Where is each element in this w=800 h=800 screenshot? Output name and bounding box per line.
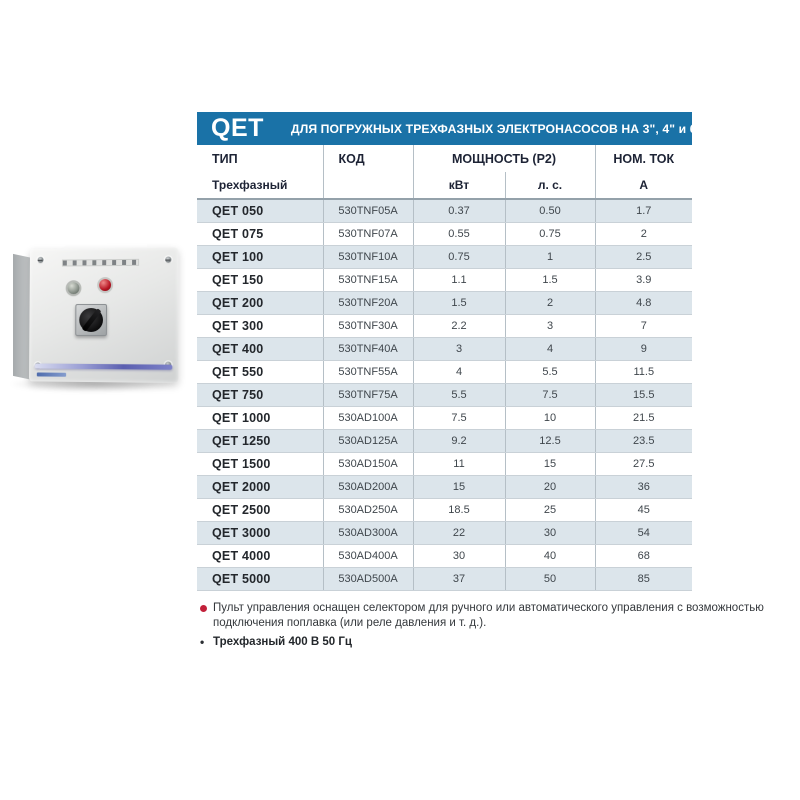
cell-power-hp: 20: [505, 475, 595, 498]
panel-front-face: [29, 247, 178, 383]
table-row: [197, 199, 692, 222]
rotary-selector-knob: [79, 308, 103, 332]
cell-current-a: 9: [595, 337, 692, 360]
cell-power-kw: 30: [413, 544, 505, 567]
cell-power-kw: 5.5: [413, 383, 505, 406]
cell-power-kw: 2.2: [413, 314, 505, 337]
cell-power-hp: 12.5: [505, 429, 595, 452]
cell-code: 530TNF20A: [323, 291, 413, 314]
cell-current-a: 45: [595, 498, 692, 521]
spec-table-head: [197, 145, 692, 199]
cell-current-a: 11.5: [595, 360, 692, 383]
cell-code: 530AD400A: [323, 544, 413, 567]
cell-power-kw: 15: [413, 475, 505, 498]
cell-code: 530AD250A: [323, 498, 413, 521]
col-header-amp: А: [595, 172, 692, 199]
cell-code: 530TNF10A: [323, 245, 413, 268]
cell-power-hp: 30: [505, 521, 595, 544]
cell-current-a: 1.7: [595, 199, 692, 222]
screw-icon: [165, 257, 171, 263]
table-row: [197, 383, 692, 406]
red-bullet-icon: [200, 605, 207, 612]
table-row: [197, 429, 692, 452]
col-header-power: МОЩНОСТЬ (P2): [413, 145, 595, 172]
cell-power-kw: 1.1: [413, 268, 505, 291]
cell-type: QET 750: [197, 383, 323, 406]
cell-type: QET 1500: [197, 452, 323, 475]
screw-icon: [37, 257, 43, 263]
cell-type: QET 3000: [197, 521, 323, 544]
cell-power-kw: 18.5: [413, 498, 505, 521]
table-row: [197, 567, 692, 590]
cell-power-kw: 4: [413, 360, 505, 383]
cell-type: QET 075: [197, 222, 323, 245]
brand-logo: [36, 372, 65, 376]
cell-current-a: 21.5: [595, 406, 692, 429]
table-row: [197, 314, 692, 337]
cell-type: QET 4000: [197, 544, 323, 567]
cell-code: 530AD500A: [323, 567, 413, 590]
cell-power-kw: 22: [413, 521, 505, 544]
cell-power-hp: 2: [505, 291, 595, 314]
cell-power-kw: 1.5: [413, 291, 505, 314]
table-row: [197, 222, 692, 245]
cell-code: 530TNF75A: [323, 383, 413, 406]
table-row: [197, 291, 692, 314]
cell-power-kw: 0.55: [413, 222, 505, 245]
col-header-type: ТИП: [197, 145, 323, 172]
footnote-selector: [200, 601, 775, 631]
spec-table: [197, 145, 692, 591]
col-header-kw: кВт: [413, 172, 505, 199]
table-row: [197, 406, 692, 429]
cell-code: 530AD150A: [323, 452, 413, 475]
series-subtitle: ДЛЯ ПОГРУЖНЫХ ТРЕХФАЗНЫХ ЭЛЕКТРОНАСОСОВ НА 3", 4" и 6": [290, 121, 703, 136]
table-row: [197, 475, 692, 498]
cell-power-kw: 0.75: [413, 245, 505, 268]
cell-current-a: 7: [595, 314, 692, 337]
cell-power-hp: 3: [505, 314, 595, 337]
cell-current-a: 2.5: [595, 245, 692, 268]
table-row: [197, 360, 692, 383]
cell-power-hp: 1: [505, 245, 595, 268]
cell-code: 530AD125A: [323, 429, 413, 452]
footnotes: [200, 601, 775, 651]
cell-code: 530TNF55A: [323, 360, 413, 383]
cell-power-hp: 0.75: [505, 222, 595, 245]
cell-type: QET 150: [197, 268, 323, 291]
col-header-current: НОМ. ТОК: [595, 145, 692, 172]
cell-power-hp: 15: [505, 452, 595, 475]
cell-current-a: 3.9: [595, 268, 692, 291]
cell-power-hp: 5.5: [505, 360, 595, 383]
cell-current-a: 36: [595, 475, 692, 498]
rotary-selector-base: [75, 304, 107, 336]
table-row: [197, 268, 692, 291]
footnote-text: Пульт управления оснащен селектором для ручного или автоматического управления с возможностью подключения поплавка (или реле давления и т. д.).: [213, 602, 764, 630]
series-title-bar: [197, 112, 703, 145]
red-indicator-button: [99, 279, 111, 291]
table-row: [197, 452, 692, 475]
cell-power-kw: 0.37: [413, 199, 505, 222]
table-row: [197, 337, 692, 360]
col-header-empty: [323, 172, 413, 199]
spec-table-body: [197, 199, 692, 590]
cell-current-a: 23.5: [595, 429, 692, 452]
col-header-hp: л. с.: [505, 172, 595, 199]
cell-power-hp: 7.5: [505, 383, 595, 406]
cell-power-hp: 40: [505, 544, 595, 567]
col-header-phase: Трехфазный: [197, 172, 323, 199]
cell-code: 530AD200A: [323, 475, 413, 498]
cell-current-a: 68: [595, 544, 692, 567]
cell-code: 530TNF15A: [323, 268, 413, 291]
cell-power-hp: 1.5: [505, 268, 595, 291]
table-row: [197, 544, 692, 567]
col-header-code: КОД: [323, 145, 413, 172]
cell-type: QET 550: [197, 360, 323, 383]
cell-type: QET 1000: [197, 406, 323, 429]
table-row: [197, 245, 692, 268]
panel-rating-label: [62, 259, 139, 267]
cell-current-a: 15.5: [595, 383, 692, 406]
cell-code: 530TNF07A: [323, 222, 413, 245]
cell-code: 530TNF40A: [323, 337, 413, 360]
cell-power-kw: 9.2: [413, 429, 505, 452]
cell-current-a: 2: [595, 222, 692, 245]
cell-current-a: 4.8: [595, 291, 692, 314]
cell-code: 530AD100A: [323, 406, 413, 429]
cell-power-hp: 0.50: [505, 199, 595, 222]
cell-code: 530AD300A: [323, 521, 413, 544]
cell-type: QET 050: [197, 199, 323, 222]
cell-code: 530TNF30A: [323, 314, 413, 337]
cell-type: QET 100: [197, 245, 323, 268]
footnote-text: Трехфазный 400 В 50 Гц: [213, 636, 352, 649]
cell-type: QET 2000: [197, 475, 323, 498]
cell-power-kw: 3: [413, 337, 505, 360]
cell-type: QET 300: [197, 314, 323, 337]
rotary-selector-handle: [81, 308, 101, 332]
cell-current-a: 85: [595, 567, 692, 590]
cell-current-a: 27.5: [595, 452, 692, 475]
cell-type: QET 200: [197, 291, 323, 314]
series-name: QET: [211, 114, 264, 142]
cell-power-kw: 7.5: [413, 406, 505, 429]
cell-type: QET 400: [197, 337, 323, 360]
spec-sheet: [197, 112, 703, 591]
footnote-voltage: [200, 635, 775, 650]
cell-type: QET 5000: [197, 567, 323, 590]
cell-code: 530TNF05A: [323, 199, 413, 222]
cell-power-hp: 4: [505, 337, 595, 360]
cell-type: QET 1250: [197, 429, 323, 452]
cell-power-kw: 37: [413, 567, 505, 590]
bullet-icon: •: [200, 635, 205, 650]
cell-power-kw: 11: [413, 452, 505, 475]
cell-power-hp: 10: [505, 406, 595, 429]
table-row: [197, 521, 692, 544]
cell-power-hp: 25: [505, 498, 595, 521]
table-row: [197, 498, 692, 521]
cell-type: QET 2500: [197, 498, 323, 521]
control-panel-photo: [6, 238, 190, 402]
gray-indicator-button: [68, 282, 80, 294]
cell-power-hp: 50: [505, 567, 595, 590]
cell-current-a: 54: [595, 521, 692, 544]
brand-stripe: [35, 364, 172, 370]
